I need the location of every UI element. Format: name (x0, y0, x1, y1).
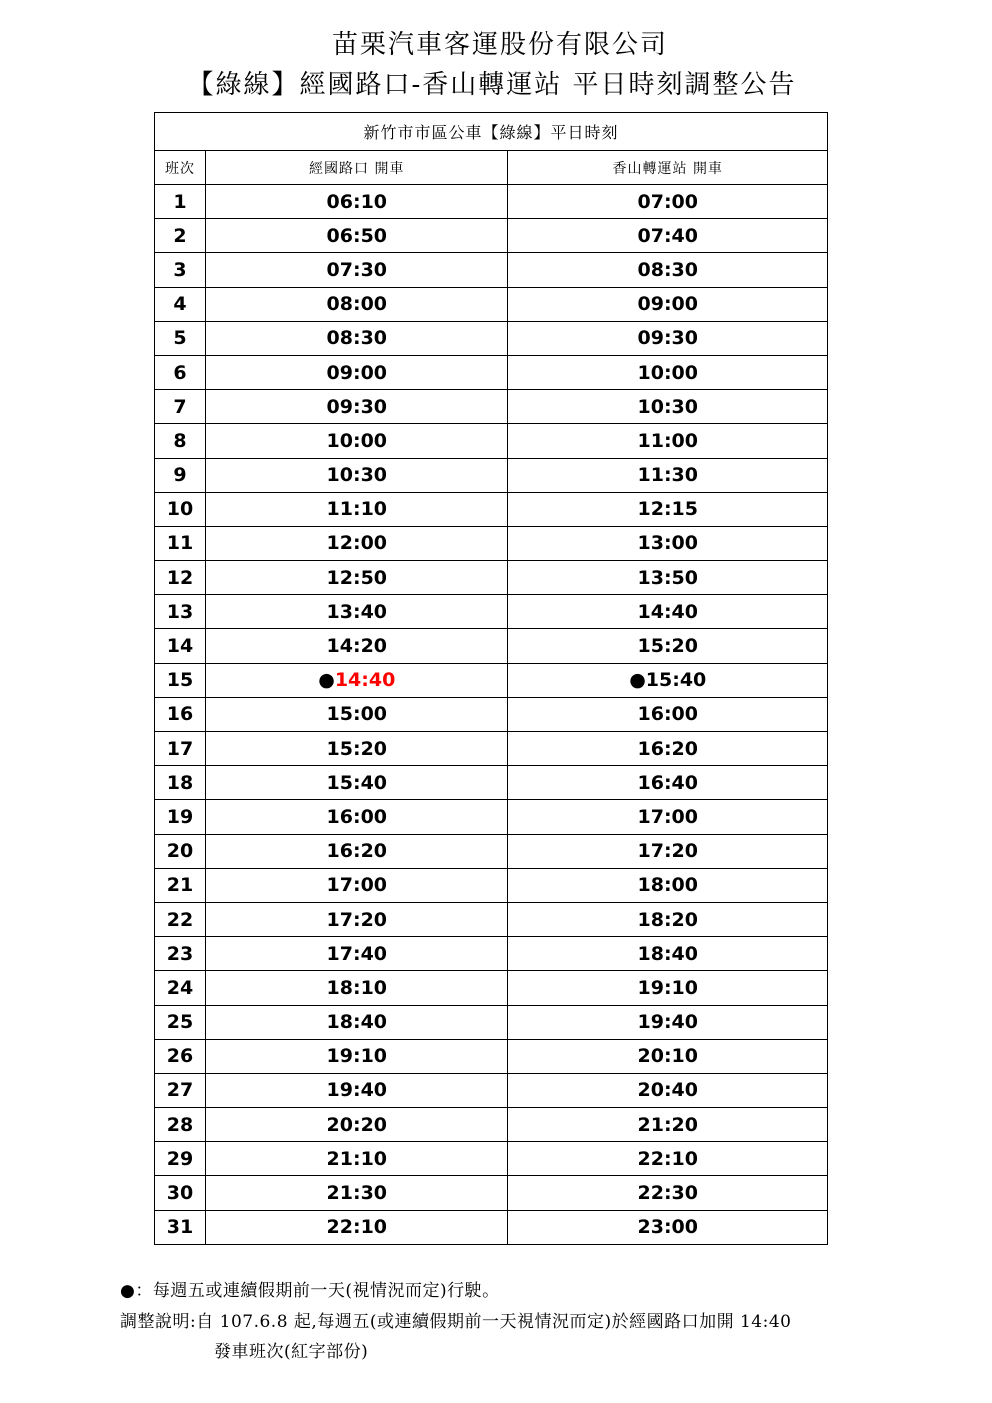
departure-time: 15:40 (645, 669, 707, 692)
xiangshan-departure-cell (508, 526, 828, 560)
run-number-cell: 11 (155, 526, 206, 560)
run-number-cell: 14 (155, 629, 206, 663)
run-number-cell: 13 (155, 595, 206, 629)
departure-time: 21:30 (326, 1182, 388, 1205)
table-row (155, 595, 828, 629)
xiangshan-departure-cell (508, 1176, 828, 1210)
xiangshan-departure-cell (508, 253, 828, 287)
table-row (155, 253, 828, 287)
table-row (155, 971, 828, 1005)
departure-time: 13:00 (637, 532, 698, 555)
departure-time: 06:50 (326, 224, 388, 247)
table-row (155, 868, 828, 902)
table-row (155, 321, 828, 355)
run-number-cell: 30 (155, 1176, 206, 1210)
departure-time: 23:00 (637, 1216, 698, 1239)
jingguo-departure-cell (206, 834, 508, 868)
xiangshan-departure-cell (508, 800, 828, 834)
departure-time: 21:10 (326, 1147, 388, 1170)
run-number-cell: 8 (155, 424, 206, 458)
jingguo-departure-cell (206, 937, 508, 971)
table-row (155, 697, 828, 731)
run-number-cell: 15 (155, 663, 206, 697)
column-header-run-no: 班次 (155, 151, 206, 185)
departure-time: 18:40 (637, 942, 698, 965)
departure-time: 15:40 (326, 771, 388, 794)
departure-time: 19:10 (637, 976, 698, 999)
jingguo-departure-cell (206, 561, 508, 595)
table-row (155, 1142, 828, 1176)
table-row (155, 1005, 828, 1039)
run-number-cell: 1 (155, 185, 206, 219)
jingguo-departure-cell (206, 287, 508, 321)
adjustment-note-line1: 調整說明:自 107.6.8 起,每週五(或連續假期前一天視情況而定)於經國路口加開 14:40 (120, 1312, 792, 1332)
departure-time: 11:00 (637, 429, 698, 452)
departure-time: 17:40 (326, 942, 388, 965)
jingguo-departure-cell (206, 629, 508, 663)
jingguo-departure-cell (206, 971, 508, 1005)
departure-time: 10:30 (326, 464, 388, 487)
jingguo-departure-cell (206, 355, 508, 389)
table-row (155, 663, 828, 697)
table-row (155, 902, 828, 936)
table-caption-row (155, 113, 828, 151)
xiangshan-departure-cell (508, 1142, 828, 1176)
jingguo-departure-cell (206, 492, 508, 526)
jingguo-departure-cell (206, 1005, 508, 1039)
xiangshan-departure-cell (508, 355, 828, 389)
jingguo-departure-cell (206, 1039, 508, 1073)
table-row (155, 1073, 828, 1107)
bullet-icon: ● (629, 669, 646, 692)
departure-time: 12:15 (637, 498, 698, 521)
departure-time: 18:00 (637, 874, 698, 897)
run-number-cell: 9 (155, 458, 206, 492)
jingguo-departure-cell (206, 868, 508, 902)
run-number-cell: 3 (155, 253, 206, 287)
xiangshan-departure-cell (508, 971, 828, 1005)
xiangshan-departure-cell (508, 834, 828, 868)
jingguo-departure-cell (206, 1210, 508, 1244)
jingguo-departure-cell (206, 663, 508, 697)
departure-time: 20:20 (326, 1113, 388, 1136)
departure-time: 13:40 (326, 600, 388, 623)
xiangshan-departure-cell (508, 185, 828, 219)
table-row (155, 1108, 828, 1142)
departure-time: 17:20 (637, 840, 698, 863)
departure-time: 12:00 (326, 532, 388, 555)
column-header-xiangshan-depart: 香山轉運站 開車 (508, 151, 828, 185)
jingguo-departure-cell (206, 595, 508, 629)
departure-time: 15:00 (326, 703, 388, 726)
departure-time: 09:30 (637, 327, 698, 350)
jingguo-departure-cell (206, 1176, 508, 1210)
departure-time: 08:30 (326, 327, 388, 350)
jingguo-departure-cell (206, 1073, 508, 1107)
xiangshan-departure-cell (508, 424, 828, 458)
departure-time: 17:00 (326, 874, 388, 897)
run-number-cell: 6 (155, 355, 206, 389)
jingguo-departure-cell (206, 732, 508, 766)
xiangshan-departure-cell (508, 868, 828, 902)
table-row (155, 766, 828, 800)
departure-time: 22:10 (326, 1216, 388, 1239)
departure-time: 10:30 (637, 395, 698, 418)
xiangshan-departure-cell (508, 458, 828, 492)
departure-time: 16:20 (326, 840, 388, 863)
run-number-cell: 25 (155, 1005, 206, 1039)
xiangshan-departure-cell (508, 595, 828, 629)
table-row (155, 492, 828, 526)
run-number-cell: 22 (155, 902, 206, 936)
run-number-cell: 31 (155, 1210, 206, 1244)
table-row (155, 732, 828, 766)
table-row (155, 1210, 828, 1244)
table-row (155, 355, 828, 389)
run-number-cell: 7 (155, 390, 206, 424)
jingguo-departure-cell (206, 424, 508, 458)
jingguo-departure-cell (206, 766, 508, 800)
table-row (155, 287, 828, 321)
run-number-cell: 2 (155, 219, 206, 253)
departure-time: 22:30 (637, 1182, 698, 1205)
departure-time: 20:40 (637, 1079, 698, 1102)
table-row (155, 526, 828, 560)
xiangshan-departure-cell (508, 287, 828, 321)
xiangshan-departure-cell (508, 732, 828, 766)
adjustment-note-line2: 發車班次(紅字部份) (214, 1342, 369, 1362)
departure-time: 19:40 (637, 1011, 698, 1034)
departure-time: 09:30 (326, 395, 388, 418)
departure-time: 19:10 (326, 1045, 388, 1068)
table-row (155, 561, 828, 595)
departure-time: 19:40 (326, 1079, 388, 1102)
notice-title: 【綠線】經國路口-香山轉運站 平日時刻調整公告 (187, 70, 797, 100)
departure-time: 11:30 (637, 464, 698, 487)
jingguo-departure-cell (206, 253, 508, 287)
departure-time: 06:10 (326, 190, 388, 213)
table-row (155, 937, 828, 971)
table-row (155, 458, 828, 492)
run-number-cell: 28 (155, 1108, 206, 1142)
column-header-jingguo-depart: 經國路口 開車 (206, 151, 508, 185)
departure-time: 11:10 (326, 498, 388, 521)
xiangshan-departure-cell (508, 1108, 828, 1142)
departure-time: 16:00 (637, 703, 698, 726)
departure-time: 16:20 (637, 737, 698, 760)
departure-time: 16:40 (637, 771, 698, 794)
run-number-cell: 18 (155, 766, 206, 800)
departure-time: 10:00 (637, 361, 698, 384)
jingguo-departure-cell (206, 800, 508, 834)
xiangshan-departure-cell (508, 1210, 828, 1244)
departure-time: 14:20 (326, 635, 388, 658)
table-caption: 新竹市市區公車【綠線】平日時刻 (155, 113, 828, 151)
departure-time: 17:20 (326, 908, 388, 931)
jingguo-departure-cell (206, 526, 508, 560)
jingguo-departure-cell (206, 321, 508, 355)
run-number-cell: 21 (155, 868, 206, 902)
departure-time: 07:30 (326, 258, 388, 281)
departure-time: 17:00 (637, 805, 698, 828)
run-number-cell: 24 (155, 971, 206, 1005)
departure-time: 21:20 (637, 1113, 698, 1136)
xiangshan-departure-cell (508, 219, 828, 253)
run-number-cell: 12 (155, 561, 206, 595)
xiangshan-departure-cell (508, 697, 828, 731)
run-number-cell: 27 (155, 1073, 206, 1107)
xiangshan-departure-cell (508, 902, 828, 936)
run-number-cell: 4 (155, 287, 206, 321)
run-number-cell: 16 (155, 697, 206, 731)
run-number-cell: 26 (155, 1039, 206, 1073)
xiangshan-departure-cell (508, 321, 828, 355)
xiangshan-departure-cell (508, 1005, 828, 1039)
xiangshan-departure-cell (508, 1073, 828, 1107)
xiangshan-departure-cell (508, 1039, 828, 1073)
run-number-cell: 5 (155, 321, 206, 355)
table-row (155, 1176, 828, 1210)
departure-time: 09:00 (637, 293, 698, 316)
xiangshan-departure-cell (508, 766, 828, 800)
departure-time: 18:20 (637, 908, 698, 931)
table-header-row (155, 151, 828, 185)
departure-time: 15:20 (326, 737, 388, 760)
table-row (155, 800, 828, 834)
jingguo-departure-cell (206, 390, 508, 424)
departure-time: 07:00 (637, 190, 698, 213)
run-number-cell: 29 (155, 1142, 206, 1176)
jingguo-departure-cell (206, 1108, 508, 1142)
table-row (155, 629, 828, 663)
departure-time: 10:00 (326, 429, 388, 452)
departure-time: 12:50 (326, 566, 388, 589)
xiangshan-departure-cell (508, 629, 828, 663)
xiangshan-departure-cell (508, 937, 828, 971)
departure-time: 14:40 (637, 600, 698, 623)
run-number-cell: 10 (155, 492, 206, 526)
departure-time: 08:30 (637, 258, 698, 281)
xiangshan-departure-cell (508, 561, 828, 595)
departure-time: 15:20 (637, 635, 698, 658)
run-number-cell: 20 (155, 834, 206, 868)
jingguo-departure-cell (206, 185, 508, 219)
jingguo-departure-cell (206, 1142, 508, 1176)
table-row (155, 185, 828, 219)
legend-note: ●：每週五或連續假期前一天(視情況而定)行駛。 (120, 1281, 500, 1301)
departure-time: 07:40 (637, 224, 698, 247)
table-row (155, 1039, 828, 1073)
bullet-icon: ● (318, 669, 335, 692)
company-name: 苗栗汽車客運股份有限公司 (331, 30, 668, 60)
departure-time: 20:10 (637, 1045, 698, 1068)
run-number-cell: 23 (155, 937, 206, 971)
table-row (155, 834, 828, 868)
jingguo-departure-cell (206, 697, 508, 731)
departure-time: 13:50 (637, 566, 698, 589)
departure-time: 14:40 (334, 669, 396, 692)
run-number-cell: 17 (155, 732, 206, 766)
jingguo-departure-cell (206, 458, 508, 492)
departure-time: 08:00 (326, 293, 388, 316)
xiangshan-departure-cell (508, 390, 828, 424)
jingguo-departure-cell (206, 902, 508, 936)
timetable (154, 112, 828, 1245)
departure-time: 09:00 (326, 361, 388, 384)
xiangshan-departure-cell (508, 492, 828, 526)
xiangshan-departure-cell (508, 663, 828, 697)
run-number-cell: 19 (155, 800, 206, 834)
table-row (155, 424, 828, 458)
departure-time: 18:40 (326, 1011, 388, 1034)
departure-time: 16:00 (326, 805, 388, 828)
table-row (155, 390, 828, 424)
jingguo-departure-cell (206, 219, 508, 253)
table-row (155, 219, 828, 253)
departure-time: 18:10 (326, 976, 388, 999)
departure-time: 22:10 (637, 1147, 698, 1170)
